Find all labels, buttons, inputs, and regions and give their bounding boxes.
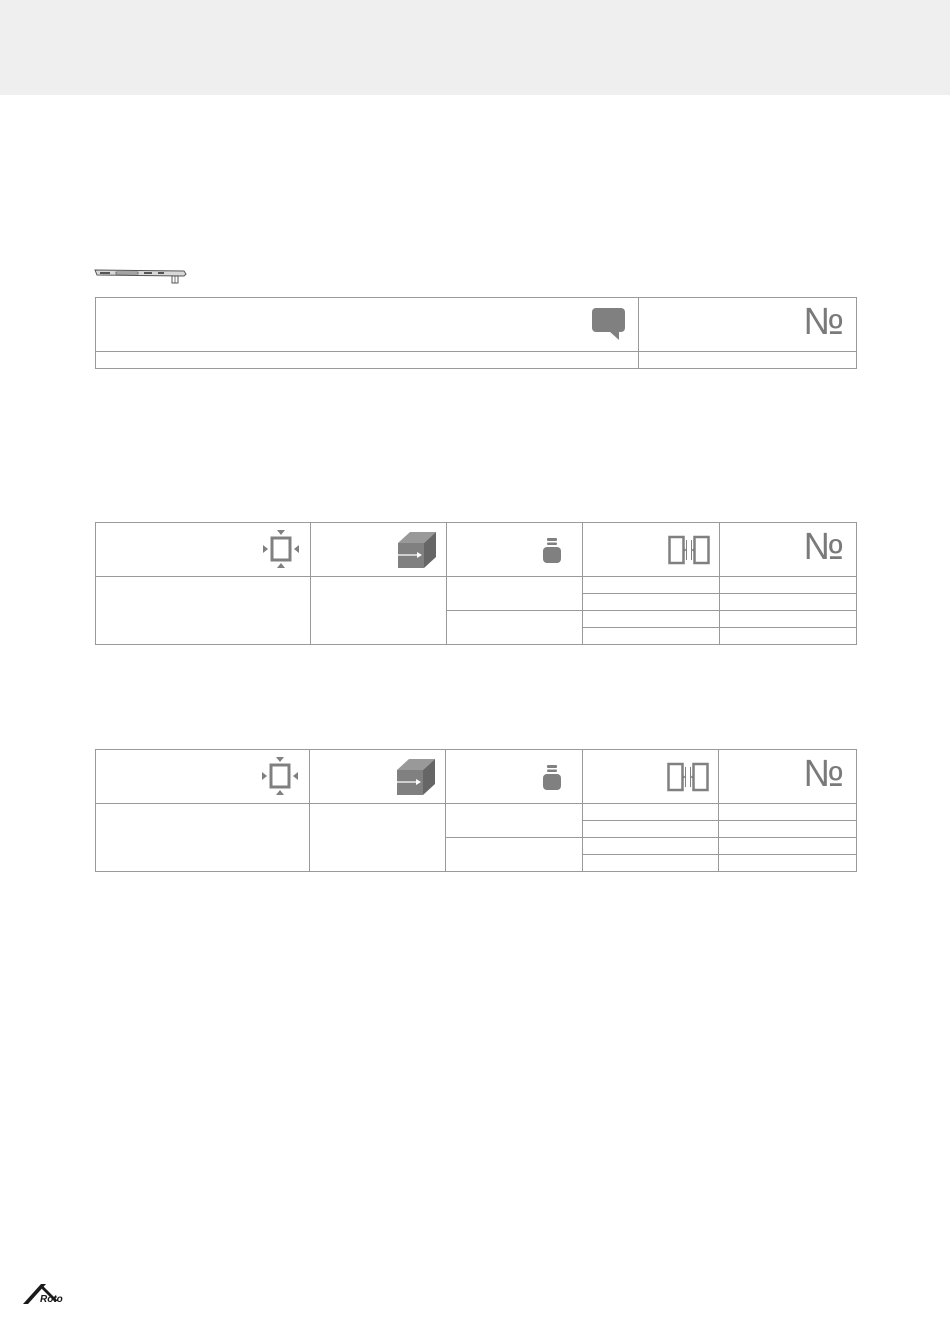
- part-info-table: [95, 297, 857, 369]
- frame-dimension-icon: [261, 756, 299, 796]
- dimension-cell: [96, 577, 311, 645]
- profile-box-icon: [397, 531, 437, 569]
- sash-gap-cell: [583, 594, 720, 611]
- profile-header-cell: [310, 750, 446, 804]
- profile-box-icon: [396, 758, 436, 796]
- sash-gap-header-cell: [583, 523, 720, 577]
- specification-table-2: [95, 749, 857, 872]
- number-cell: [720, 577, 857, 594]
- number-sign: №: [803, 526, 844, 568]
- sash-gap-cell: [583, 855, 719, 872]
- specification-table-1: [95, 522, 857, 645]
- header-band: [0, 0, 950, 95]
- number-header-cell: [719, 750, 857, 804]
- number-cell: [719, 821, 857, 838]
- weight-cell: [446, 838, 583, 872]
- dimension-header-cell: [96, 750, 310, 804]
- weight-cell: [447, 611, 583, 645]
- dimension-header-cell: [96, 523, 311, 577]
- sash-gap-header-cell: [583, 750, 719, 804]
- frame-dimension-icon: [262, 529, 300, 569]
- number-cell: [720, 628, 857, 645]
- number-header-cell: [639, 298, 857, 352]
- comment-cell: [96, 352, 639, 369]
- weight-cell: [447, 577, 583, 611]
- sash-gap-cell: [583, 611, 720, 628]
- sash-gap-cell: [583, 804, 719, 821]
- sash-gap-icon: [667, 762, 709, 792]
- number-cell: [719, 855, 857, 872]
- roto-logo-text: Roto: [40, 1294, 63, 1305]
- number-sign: №: [803, 301, 844, 343]
- profile-cell: [311, 577, 447, 645]
- profile-cell: [310, 804, 446, 872]
- speech-bubble-icon: [591, 307, 627, 341]
- sash-gap-cell: [583, 838, 719, 855]
- number-cell: [720, 594, 857, 611]
- comment-header-cell: [96, 298, 639, 352]
- profile-header-cell: [311, 523, 447, 577]
- weight-header-cell: [447, 523, 583, 577]
- number-header-cell: [720, 523, 857, 577]
- number-cell: [719, 838, 857, 855]
- sash-gap-icon: [668, 535, 710, 565]
- number-cell: [720, 611, 857, 628]
- slide-bar-part-icon: [94, 265, 188, 285]
- weight-icon: [542, 764, 562, 791]
- number-cell: [719, 804, 857, 821]
- sash-gap-cell: [583, 577, 720, 594]
- sash-gap-cell: [583, 821, 719, 838]
- number-cell: [639, 352, 857, 369]
- weight-header-cell: [446, 750, 583, 804]
- sash-gap-cell: [583, 628, 720, 645]
- dimension-cell: [96, 804, 310, 872]
- number-sign: №: [803, 753, 844, 795]
- weight-cell: [446, 804, 583, 838]
- weight-icon: [542, 537, 562, 564]
